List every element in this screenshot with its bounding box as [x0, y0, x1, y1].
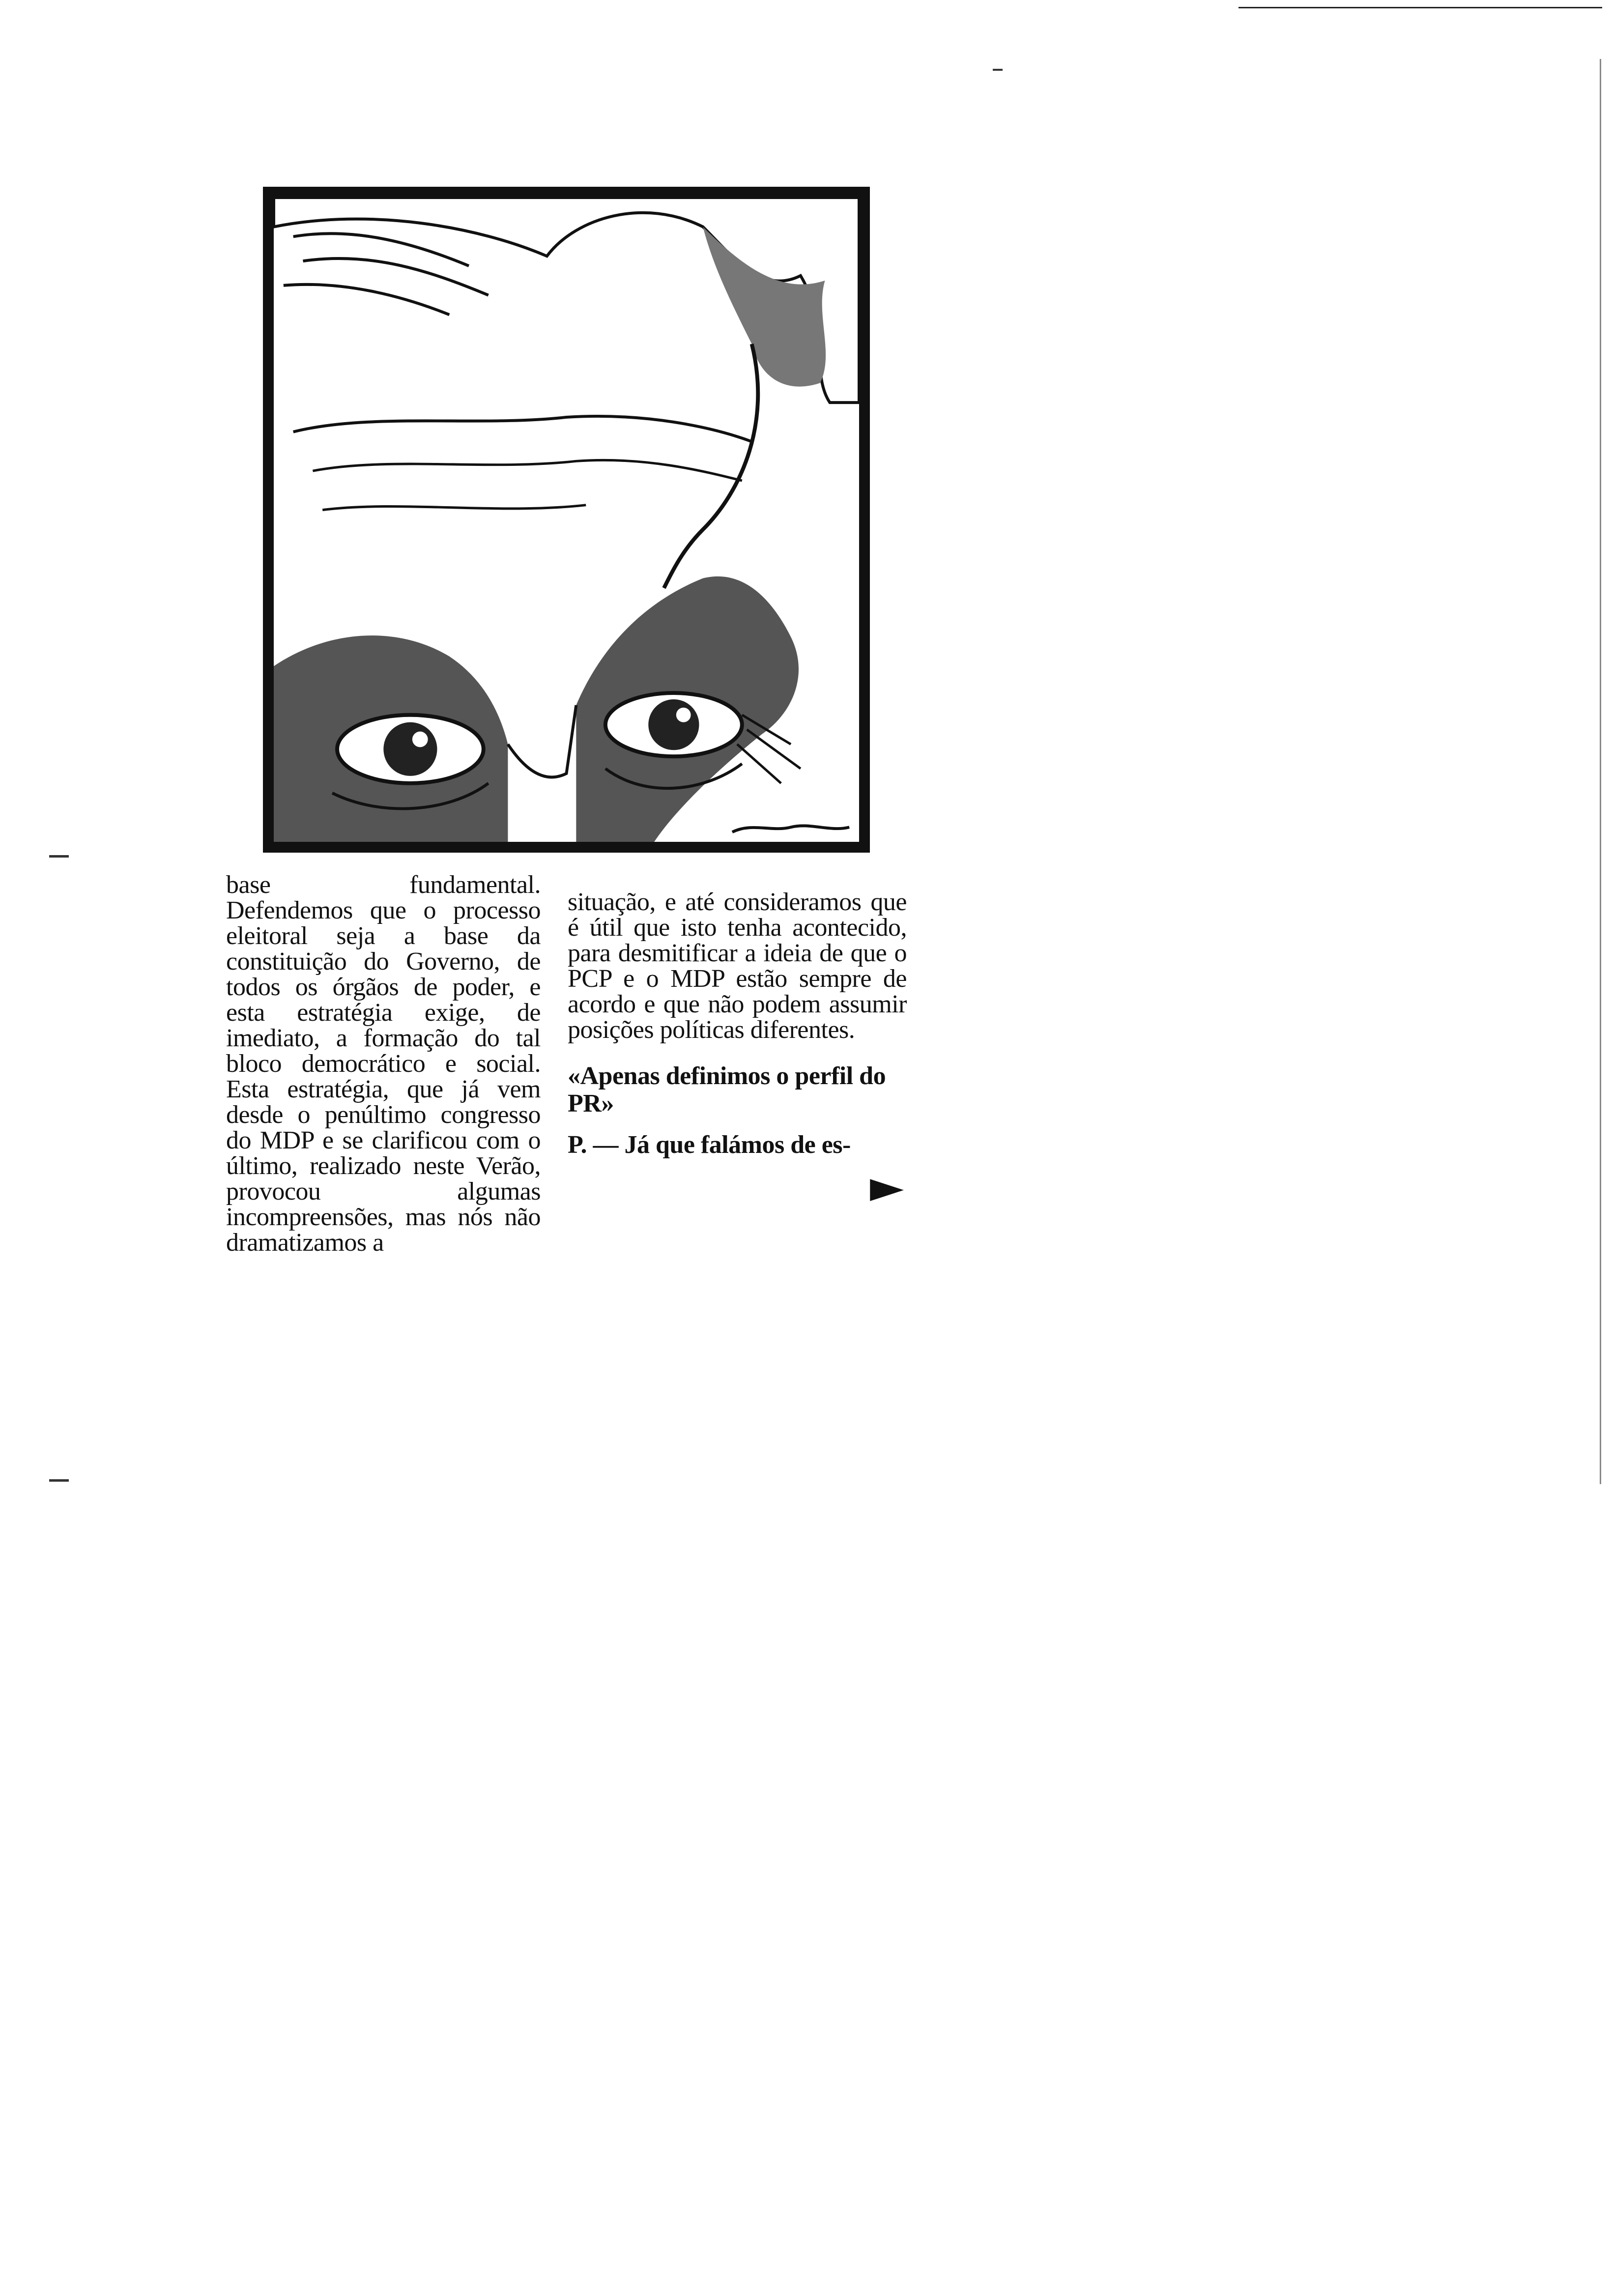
scan-edge-right	[1600, 59, 1601, 1484]
scan-mark	[993, 69, 1003, 71]
left-column	[226, 872, 541, 1256]
caricature-eyes-illustration	[274, 198, 859, 842]
question-line: P. — Já que falámos de es-	[568, 1131, 851, 1159]
right-column-text: situação, e até consideramos que é útil que isto tenha acontecido, para desmitificar a ideia de que o PCP e o MDP estão sempre de acordo e que não podem assumir posições políticas diferentes.	[568, 888, 907, 1044]
scan-mark	[49, 1479, 69, 1482]
newspaper-clipping	[202, 140, 909, 1257]
left-column-text: base fundamental. Defendemos que o processo eleitoral seja a base da constituição do Governo, de todos os órgãos de poder, e esta estratégia exige, de imediato, a formação do tal bloco democrático e social. Esta estratégia, que já vem desde o penúltimo congresso do MDP e se clarificou com o último, realizado neste Verão, provocou algumas incompreensões, mas nós não dramatizamos a	[226, 871, 541, 1257]
right-column	[568, 890, 907, 1158]
continuation-arrow-icon: ►	[870, 1161, 904, 1212]
scan-mark	[49, 855, 69, 858]
scan-edge-top	[1238, 7, 1602, 8]
crosshead: «Apenas definimos o perfil do PR»	[568, 1062, 886, 1118]
cartoon-illustration	[263, 187, 870, 853]
